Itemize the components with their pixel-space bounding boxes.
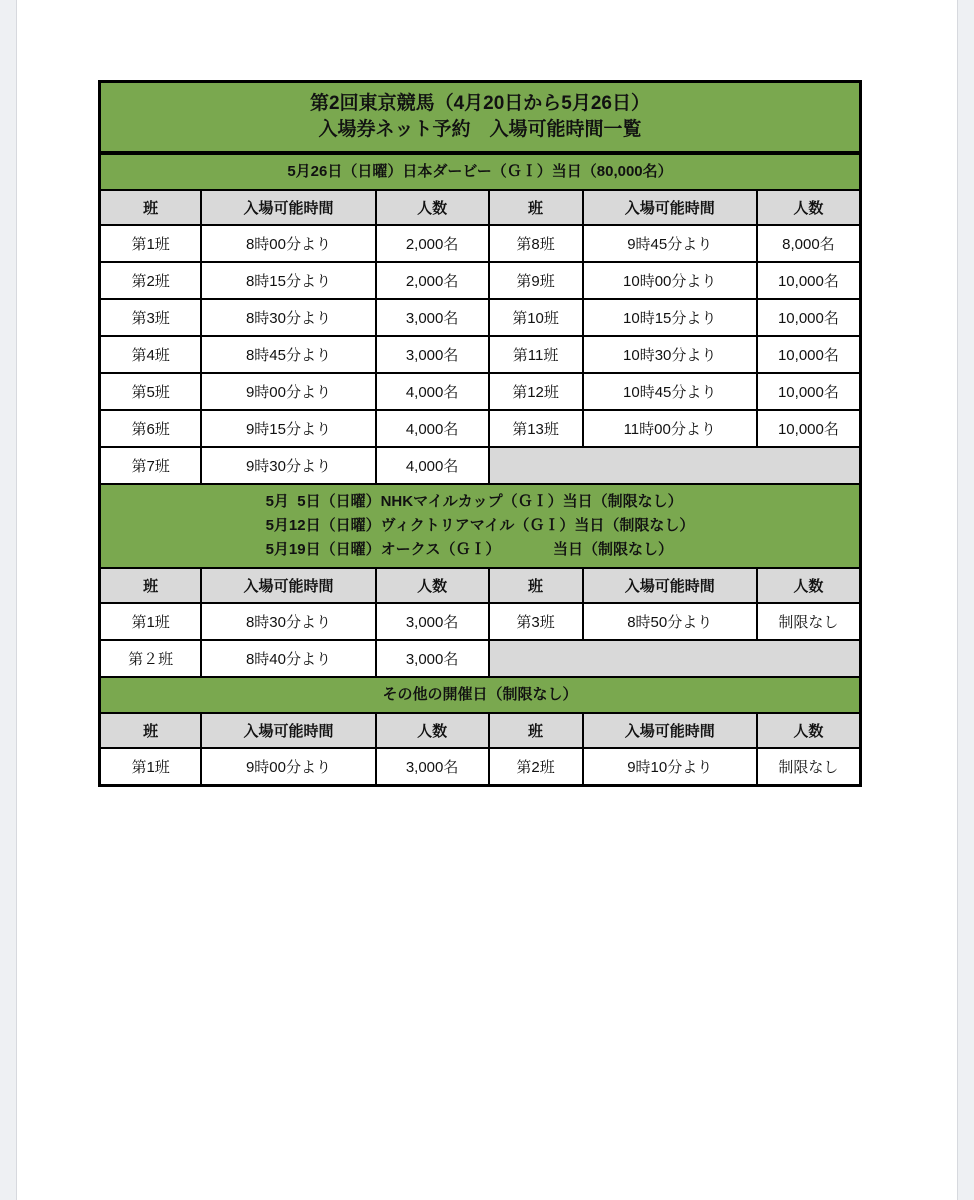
table-cell: 10,000名 [756, 263, 859, 298]
empty-merged-cell [488, 641, 859, 676]
table-cell: 2,000名 [375, 226, 488, 261]
table-cell: 2,000名 [375, 263, 488, 298]
section-header-g1-days [101, 483, 859, 567]
section-header-line: 5月12日（日曜）ヴィクトリアマイル（ＧＩ）当日（制限なし） [265, 517, 695, 534]
table-cell: 3,000名 [375, 300, 488, 335]
table-cell: 8時40分より [200, 641, 374, 676]
table-cell: 第12班 [488, 374, 582, 409]
table-cell: 第6班 [131, 421, 170, 438]
table-row [101, 409, 859, 446]
table-cell: 第5班 [131, 384, 170, 401]
table-cell: 8時45分より [200, 337, 374, 372]
table-cell: 3,000名 [375, 604, 488, 639]
table-cell: 4,000名 [375, 374, 488, 409]
title-line-1: 第2回東京競馬（4月20日から5月26日） [310, 93, 650, 114]
table-cell: 10,000名 [756, 411, 859, 446]
table-cell: 8時30分より [200, 300, 374, 335]
column-header-cell: 班 [101, 191, 200, 224]
column-header-cell: 班 [488, 191, 582, 224]
table-row [101, 372, 859, 409]
section-header-lines [287, 160, 672, 184]
column-header-cell: 班 [101, 714, 200, 747]
table-cell: 10時15分より [582, 300, 756, 335]
table-title [101, 83, 859, 151]
column-header-cell: 入場可能時間 [200, 569, 374, 602]
title-line-2: 入場券ネット予約 入場可能時間一覧 [318, 119, 642, 140]
column-header-cell: 人数 [375, 714, 488, 747]
table-row [101, 335, 859, 372]
admission-schedule-table [98, 80, 862, 787]
column-header-cell: 班 [488, 714, 582, 747]
table-cell: 10時45分より [582, 374, 756, 409]
table-cell: 4,000名 [375, 448, 488, 483]
table-cell: 9時00分より [200, 749, 374, 784]
section-header-derby-day [101, 153, 859, 189]
table-cell: 3,000名 [375, 337, 488, 372]
table-cell: 3,000名 [375, 749, 488, 784]
table-cell: 10時00分より [582, 263, 756, 298]
table-cell: 第２班 [128, 651, 174, 668]
table-cell: 9時30分より [200, 448, 374, 483]
column-header-cell: 人数 [756, 191, 859, 224]
section-header-line: 5月19日（日曜）オークス（ＧＩ） 当日（制限なし） [265, 541, 673, 558]
column-header-cell: 入場可能時間 [582, 569, 756, 602]
column-header-row [101, 189, 859, 224]
table-cell: 9時10分より [582, 749, 756, 784]
image-card [16, 0, 958, 1200]
table-cell: 第11班 [488, 337, 582, 372]
table-cell: 8,000名 [756, 226, 859, 261]
table-cell: 第2班 [131, 273, 170, 290]
table-cell: 第1班 [131, 759, 170, 776]
column-header-cell: 人数 [756, 569, 859, 602]
table-row [101, 298, 859, 335]
column-header-cell: 人数 [756, 714, 859, 747]
column-header-cell: 人数 [375, 191, 488, 224]
section-header-line: その他の開催日（制限なし） [382, 686, 578, 703]
table-cell: 10時30分より [582, 337, 756, 372]
table-cell: 9時15分より [200, 411, 374, 446]
table-cell: 第7班 [131, 458, 170, 475]
table-cell: 制限なし [756, 749, 859, 784]
table-cell: 第10班 [488, 300, 582, 335]
table-cell: 4,000名 [375, 411, 488, 446]
table-row [101, 602, 859, 639]
empty-merged-cell [488, 448, 859, 483]
column-header-cell: 班 [488, 569, 582, 602]
table-cell: 9時00分より [200, 374, 374, 409]
table-cell: 第2班 [488, 749, 582, 784]
column-header-cell: 人数 [375, 569, 488, 602]
table-row [101, 747, 859, 784]
table-cell: 第4班 [131, 347, 170, 364]
section-header-other-days [101, 676, 859, 712]
table-cell: 8時50分より [582, 604, 756, 639]
table-title-lines [310, 91, 650, 143]
table-cell: 10,000名 [756, 374, 859, 409]
table-cell: 11時00分より [582, 411, 756, 446]
column-header-cell: 入場可能時間 [200, 191, 374, 224]
table-cell: 第13班 [488, 411, 582, 446]
column-header-row [101, 567, 859, 602]
table-cell: 第3班 [488, 604, 582, 639]
table-cell: 第8班 [488, 226, 582, 261]
table-row [101, 224, 859, 261]
table-cell: 第1班 [131, 614, 170, 631]
table-cell: 3,000名 [375, 641, 488, 676]
table-cell: 10,000名 [756, 337, 859, 372]
table-cell: 第1班 [131, 236, 170, 253]
table-cell: 8時30分より [200, 604, 374, 639]
section-header-lines [382, 683, 577, 707]
table-cell: 8時15分より [200, 263, 374, 298]
table-cell: 9時45分より [582, 226, 756, 261]
table-cell: 第9班 [488, 263, 582, 298]
section-header-line: 5月26日（日曜）日本ダービー（ＧＩ）当日（80,000名） [287, 163, 673, 180]
column-header-cell: 入場可能時間 [582, 714, 756, 747]
section-header-lines [266, 490, 695, 562]
column-header-cell: 入場可能時間 [582, 191, 756, 224]
table-cell: 制限なし [756, 604, 859, 639]
column-header-row [101, 712, 859, 747]
column-header-cell: 入場可能時間 [200, 714, 374, 747]
table-cell: 8時00分より [200, 226, 374, 261]
section-header-line: 5月 5日（日曜）NHKマイルカップ（ＧＩ）当日（制限なし） [265, 493, 683, 510]
column-header-cell: 班 [101, 569, 200, 602]
table-row [101, 446, 859, 483]
table-row [101, 261, 859, 298]
table-row [101, 639, 859, 676]
table-cell: 第3班 [131, 310, 170, 327]
table-cell: 10,000名 [756, 300, 859, 335]
